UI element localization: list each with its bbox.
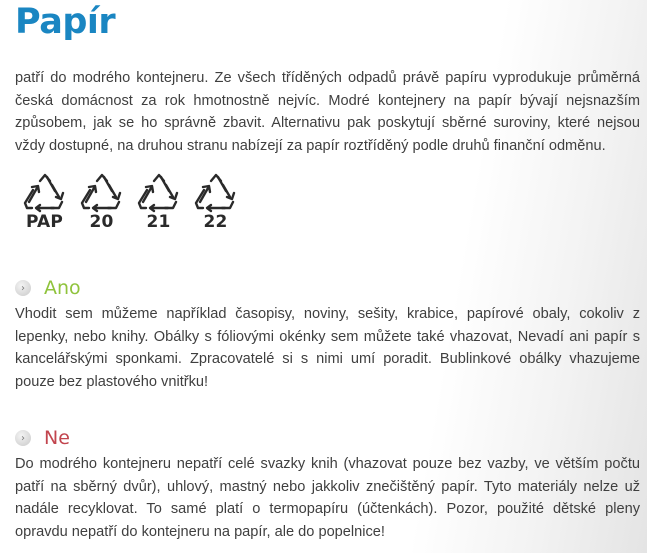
ne-paragraph: Do modrého kontejneru nepatří celé svazky knih (vhazovat pouze bez vazby, ve větším počtu patří na sběrný dvůr), uhlový, mastný nebo jakkoliv znečištěný papír. Tyto materiály nelze už nadále recyklovat. To samé platí o termopapíru (účtenkách). Pozor, použité dětské pleny opravdu nepatří do kontejneru na papír, ale do popelnice! xyxy=(15,456,640,540)
ne-title: Ne xyxy=(44,427,70,449)
recycling-triangle-icon xyxy=(80,173,124,213)
ano-title: Ano xyxy=(44,277,81,299)
recycling-code: 21 xyxy=(146,212,171,232)
recycling-code: PAP xyxy=(25,212,64,232)
recycling-triangle-icon xyxy=(194,173,238,213)
intro-paragraph: patří do modrého kontejneru. Ze všech tříděných odpadů právě papíru vyprodukuje průměrná česká domácnost za rok hmotnostně nejvíc. Modré kontejnery na papír bývají nejsnazším způsobem, jak se ho správně zbavit. Alternativu pak poskytují sběrné suroviny, které nejsou vždy dostupné, na druhou stranu nabízejí za papír roztříděný podle druhů finanční odměnu. xyxy=(15,70,640,154)
recycling-code: 22 xyxy=(203,212,228,232)
recycling-symbol-pap xyxy=(16,173,73,232)
ano-paragraph: Vhodit sem můžeme například časopisy, noviny, sešity, krabice, papírové obaly, cokoliv z lepenky, nebo knihy. Obálky s fóliovými okénky sem můžete také vhazovat, Nevadí ani papír s kancelářskými sponkami. Zpracovatelé si s nimi umí poradit. Bublinkové obálky vhazujeme pouze bez plastového vnitřku! xyxy=(15,306,640,390)
page-title: Papír xyxy=(15,2,116,42)
recycling-code: 20 xyxy=(89,212,114,232)
chevron-right-icon: › xyxy=(15,280,31,296)
ne-heading xyxy=(15,427,70,449)
ano-heading xyxy=(15,277,81,299)
chevron-right-icon: › xyxy=(15,430,31,446)
recycling-symbol-20 xyxy=(73,173,130,232)
recycling-symbol-21 xyxy=(130,173,187,232)
recycling-triangle-icon xyxy=(137,173,181,213)
recycling-symbol-22 xyxy=(187,173,244,232)
recycling-triangle-icon xyxy=(23,173,67,213)
recycling-symbols xyxy=(16,173,244,232)
